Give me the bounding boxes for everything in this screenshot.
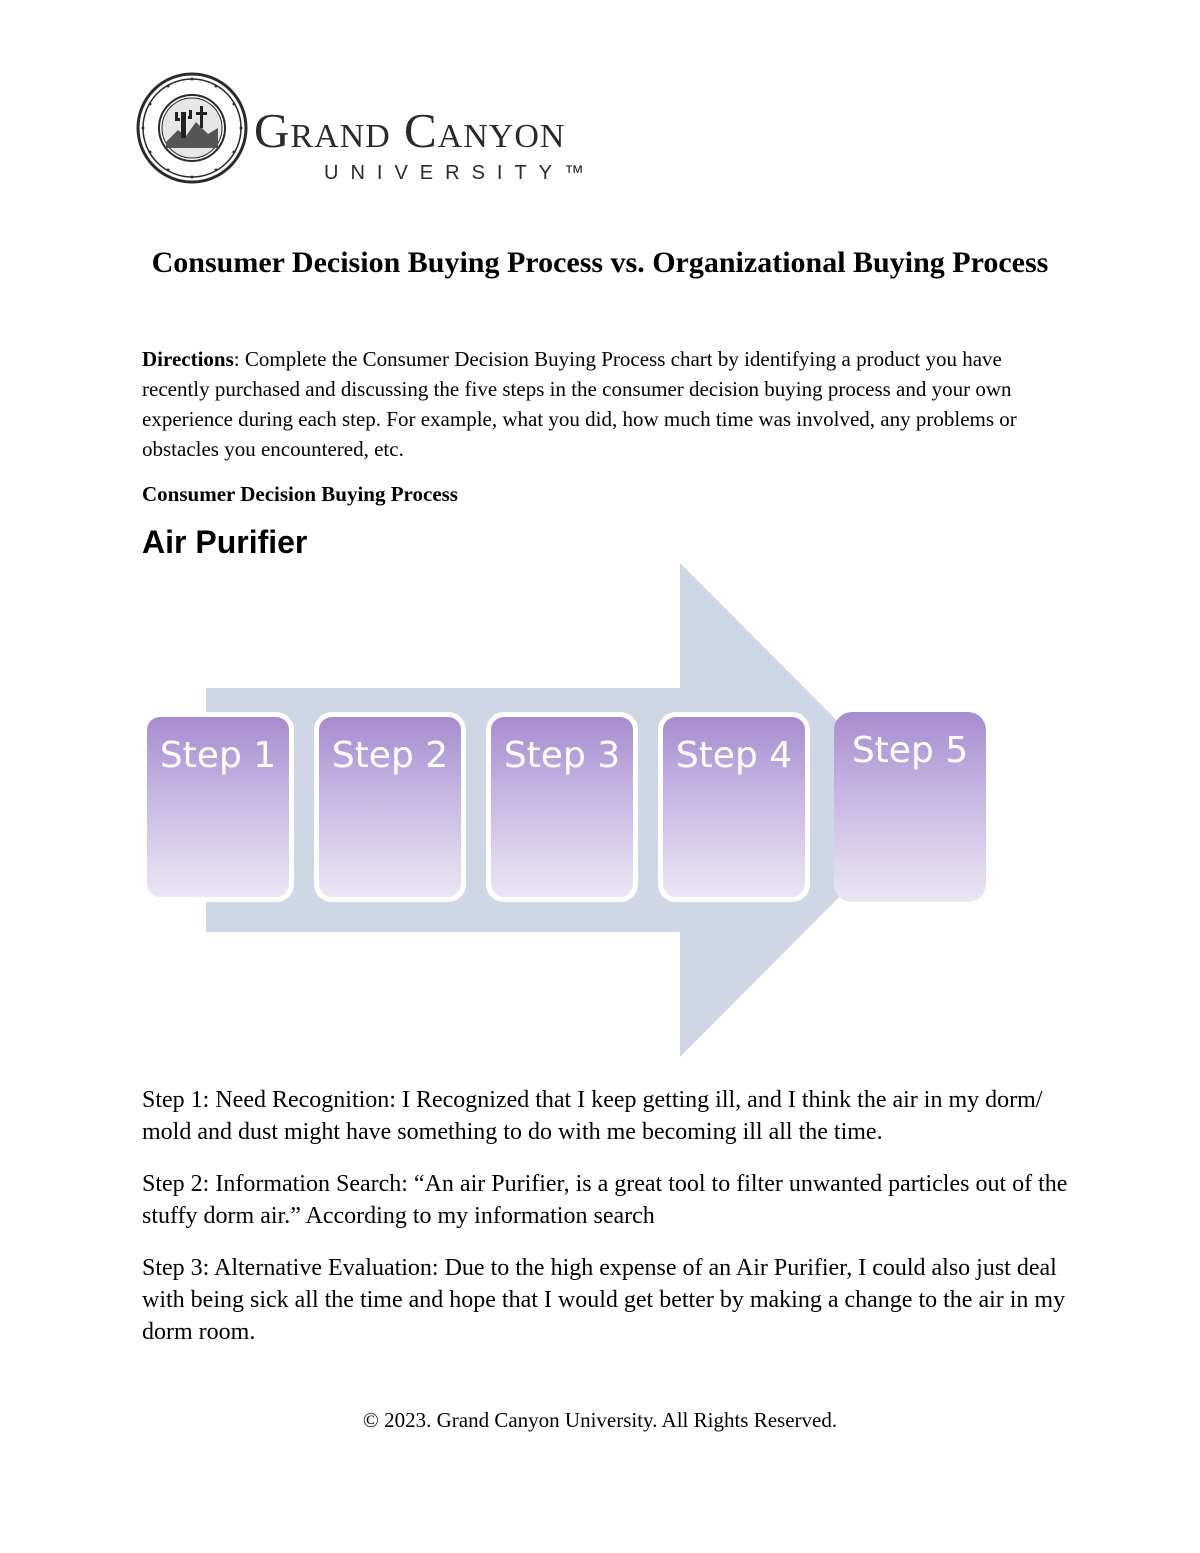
university-seal-icon (136, 72, 248, 184)
page-title: Consumer Decision Buying Process vs. Organizational Buying Process (151, 246, 1049, 279)
copyright-footer: © 2023. Grand Canyon University. All Rights Reserved. (362, 1408, 838, 1432)
step-3-label: Step 3 (503, 735, 621, 776)
step-descriptions (142, 1084, 1072, 1368)
logo-wordmark: Grand Canyon (254, 103, 566, 158)
step-1-box (142, 712, 294, 902)
step-4-label: Step 4 (675, 735, 793, 776)
step-2-box (314, 712, 466, 902)
section-heading: Consumer Decision Buying Process (142, 482, 458, 506)
logo-subtitle: UNIVERSITY™ (324, 162, 597, 184)
step-5-label: Step 5 (851, 730, 969, 771)
product-name: Air Purifier (142, 524, 308, 560)
step-2-description: Step 2: Information Search: “An air Purifier, is a great tool to filter unwanted particles out of the stuffy dorm air.” According to my information search (142, 1171, 1068, 1229)
directions-label: Directions (142, 347, 234, 371)
process-diagram (140, 560, 1000, 1060)
directions-paragraph (142, 344, 1072, 464)
university-logo (136, 72, 636, 182)
step-2-label: Step 2 (331, 735, 449, 776)
step-4-box (658, 712, 810, 902)
step-1-description: Step 1: Need Recognition: I Recognized that I keep getting ill, and I think the air in my dorm/ mold and dust might have something to do with me becoming ill all the time. (142, 1087, 1043, 1145)
step-5-box (834, 712, 986, 902)
step-3-description: Step 3: Alternative Evaluation: Due to the high expense of an Air Purifier, I could also just deal with being sick all the time and hope that I would get better by making a change to the air in my dorm room. (142, 1255, 1066, 1345)
directions-text: : Complete the Consumer Decision Buying Process chart by identifying a product you have recently purchased and discussing the five steps in the consumer decision buying process and your own experience during each step. For example, what you did, how much time was involved, any problems or obstacles you encountered, etc. (142, 347, 1017, 461)
step-3-box (486, 712, 638, 902)
step-1-label: Step 1 (159, 735, 277, 776)
